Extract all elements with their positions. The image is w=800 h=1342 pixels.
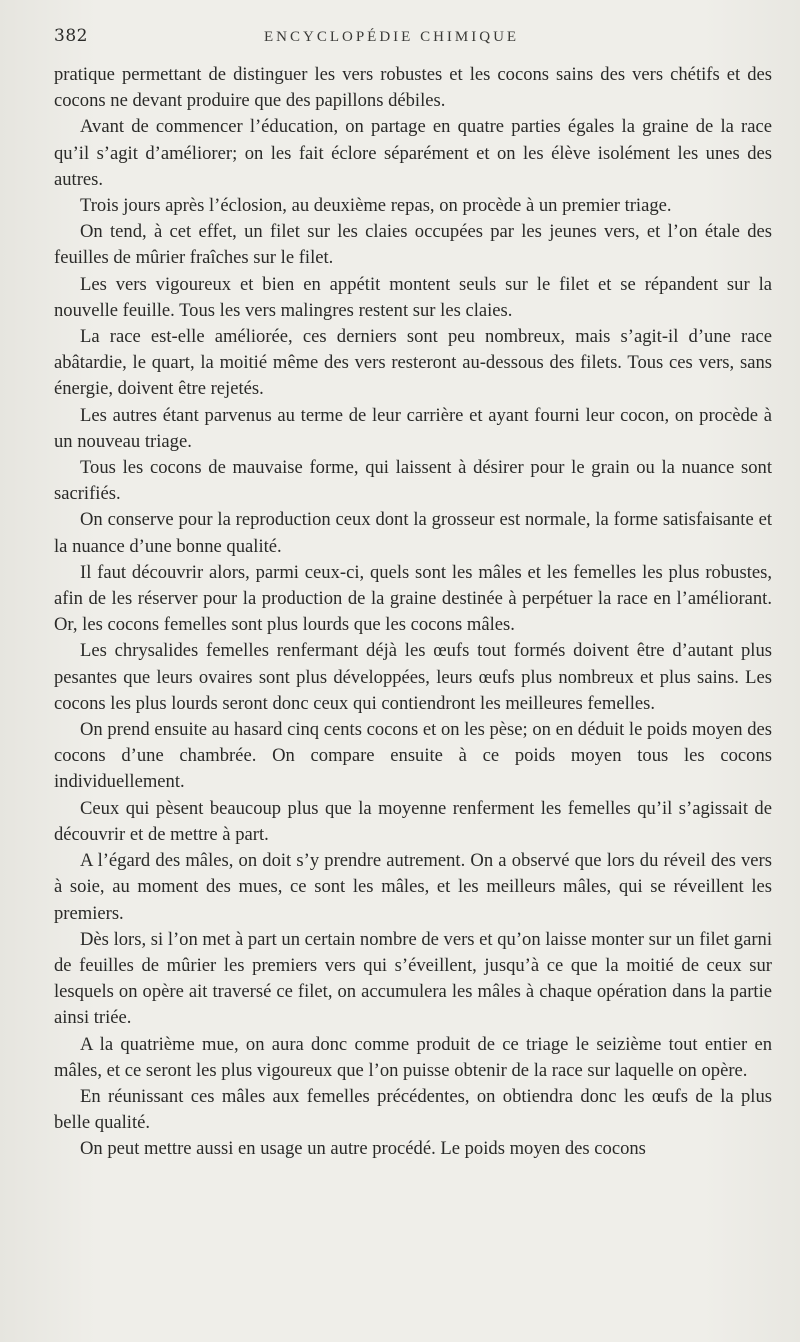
paragraph: On peut mettre aussi en usage un autre procédé. Le poids moyen des cocons xyxy=(80,1138,646,1160)
paragraph: Il faut découvrir alors, parmi ceux-ci, quels sont les mâles et les femelles les plus robustes, afin de les réserver pour la production de la graine destinée à perpétuer la race en l’améliorant. Or, les cocons femelles sont plus lourds que les cocons mâles. xyxy=(54,561,772,636)
paragraph: La race est-elle améliorée, ces derniers sont peu nombreux, mais s’agit-il d’une race abâtardie, le quart, la moitié même des vers resteront au-dessous des filets. Tous ces vers, sans énergie, doivent être rejetés. xyxy=(54,326,772,400)
paragraph: A l’égard des mâles, on doit s’y prendre autrement. On a observé que lors du réveil des vers à soie, au moment des mues, ce sont les mâles, et les meilleurs mâles, qui se réveillent les premiers. xyxy=(54,850,772,924)
page-number: 382 xyxy=(54,26,88,46)
paragraph: Les autres étant parvenus au terme de leur carrière et ayant fourni leur cocon, on procède à un nouveau triage. xyxy=(54,404,772,452)
paragraph: Les vers vigoureux et bien en appétit montent seuls sur le filet et se répandent sur la nouvelle feuille. Tous les vers malingres restent sur les claies. xyxy=(54,273,772,321)
running-head xyxy=(54,26,772,60)
body-text xyxy=(54,62,772,1163)
running-title: ENCYCLOPÉDIE CHIMIQUE xyxy=(264,29,520,45)
paragraph: Les chrysalides femelles renfermant déjà les œufs tout formés doivent être d’autant plus pesantes que leurs ovaires sont plus développées, leurs œufs plus nombreux et plus sains. Les cocons les plus lourds seront donc ceux qui contiendront les meilleures femelles. xyxy=(54,640,772,714)
paragraph: Avant de commencer l’éducation, on partage en quatre parties égales la graine de la race qu’il s’agit d’améliorer; on les fait éclore séparément et on les élève isolément les unes des autres. xyxy=(54,116,772,190)
paragraph: Ceux qui pèsent beaucoup plus que la moyenne renferment les femelles qu’il s’agissait de découvrir et de mettre à part. xyxy=(54,797,772,845)
paragraph: A la quatrième mue, on aura donc comme produit de ce triage le seizième tout entier en mâles, et ce seront les plus vigoureux que l’on puisse obtenir de la race sur laquelle on opère. xyxy=(54,1033,772,1081)
paragraph: pratique permettant de distinguer les vers robustes et les cocons sains des vers chétifs et des cocons ne devant produire que des papillons débiles. xyxy=(54,64,772,112)
paragraph: Trois jours après l’éclosion, au deuxième repas, on procède à un premier triage. xyxy=(80,195,672,217)
paragraph: On conserve pour la reproduction ceux dont la grosseur est normale, la forme satisfaisante et la nuance d’une bonne qualité. xyxy=(54,509,772,557)
paragraph: On tend, à cet effet, un filet sur les claies occupées par les jeunes vers, et l’on étale des feuilles de mûrier fraîches sur le filet. xyxy=(54,221,772,269)
paragraph: En réunissant ces mâles aux femelles précédentes, on obtiendra donc les œufs de la plus belle qualité. xyxy=(54,1085,772,1134)
paragraph: Dès lors, si l’on met à part un certain nombre de vers et qu’on laisse monter sur un filet garni de feuilles de mûrier les premiers vers qui s’éveillent, jusqu’à ce que la moitié de ceux sur lesquels on opère ait traversé ce filet, on accumulera les mâles à chaque opération dans la partie ainsi triée. xyxy=(54,928,772,1029)
paragraph: Tous les cocons de mauvaise forme, qui laissent à désirer pour le grain ou la nuance sont sacrifiés. xyxy=(54,457,772,505)
paragraph: On prend ensuite au hasard cinq cents cocons et on les pèse; on en déduit le poids moyen des cocons d’une chambrée. On compare ensuite à ce poids moyen tous les cocons individuellement. xyxy=(54,719,772,793)
